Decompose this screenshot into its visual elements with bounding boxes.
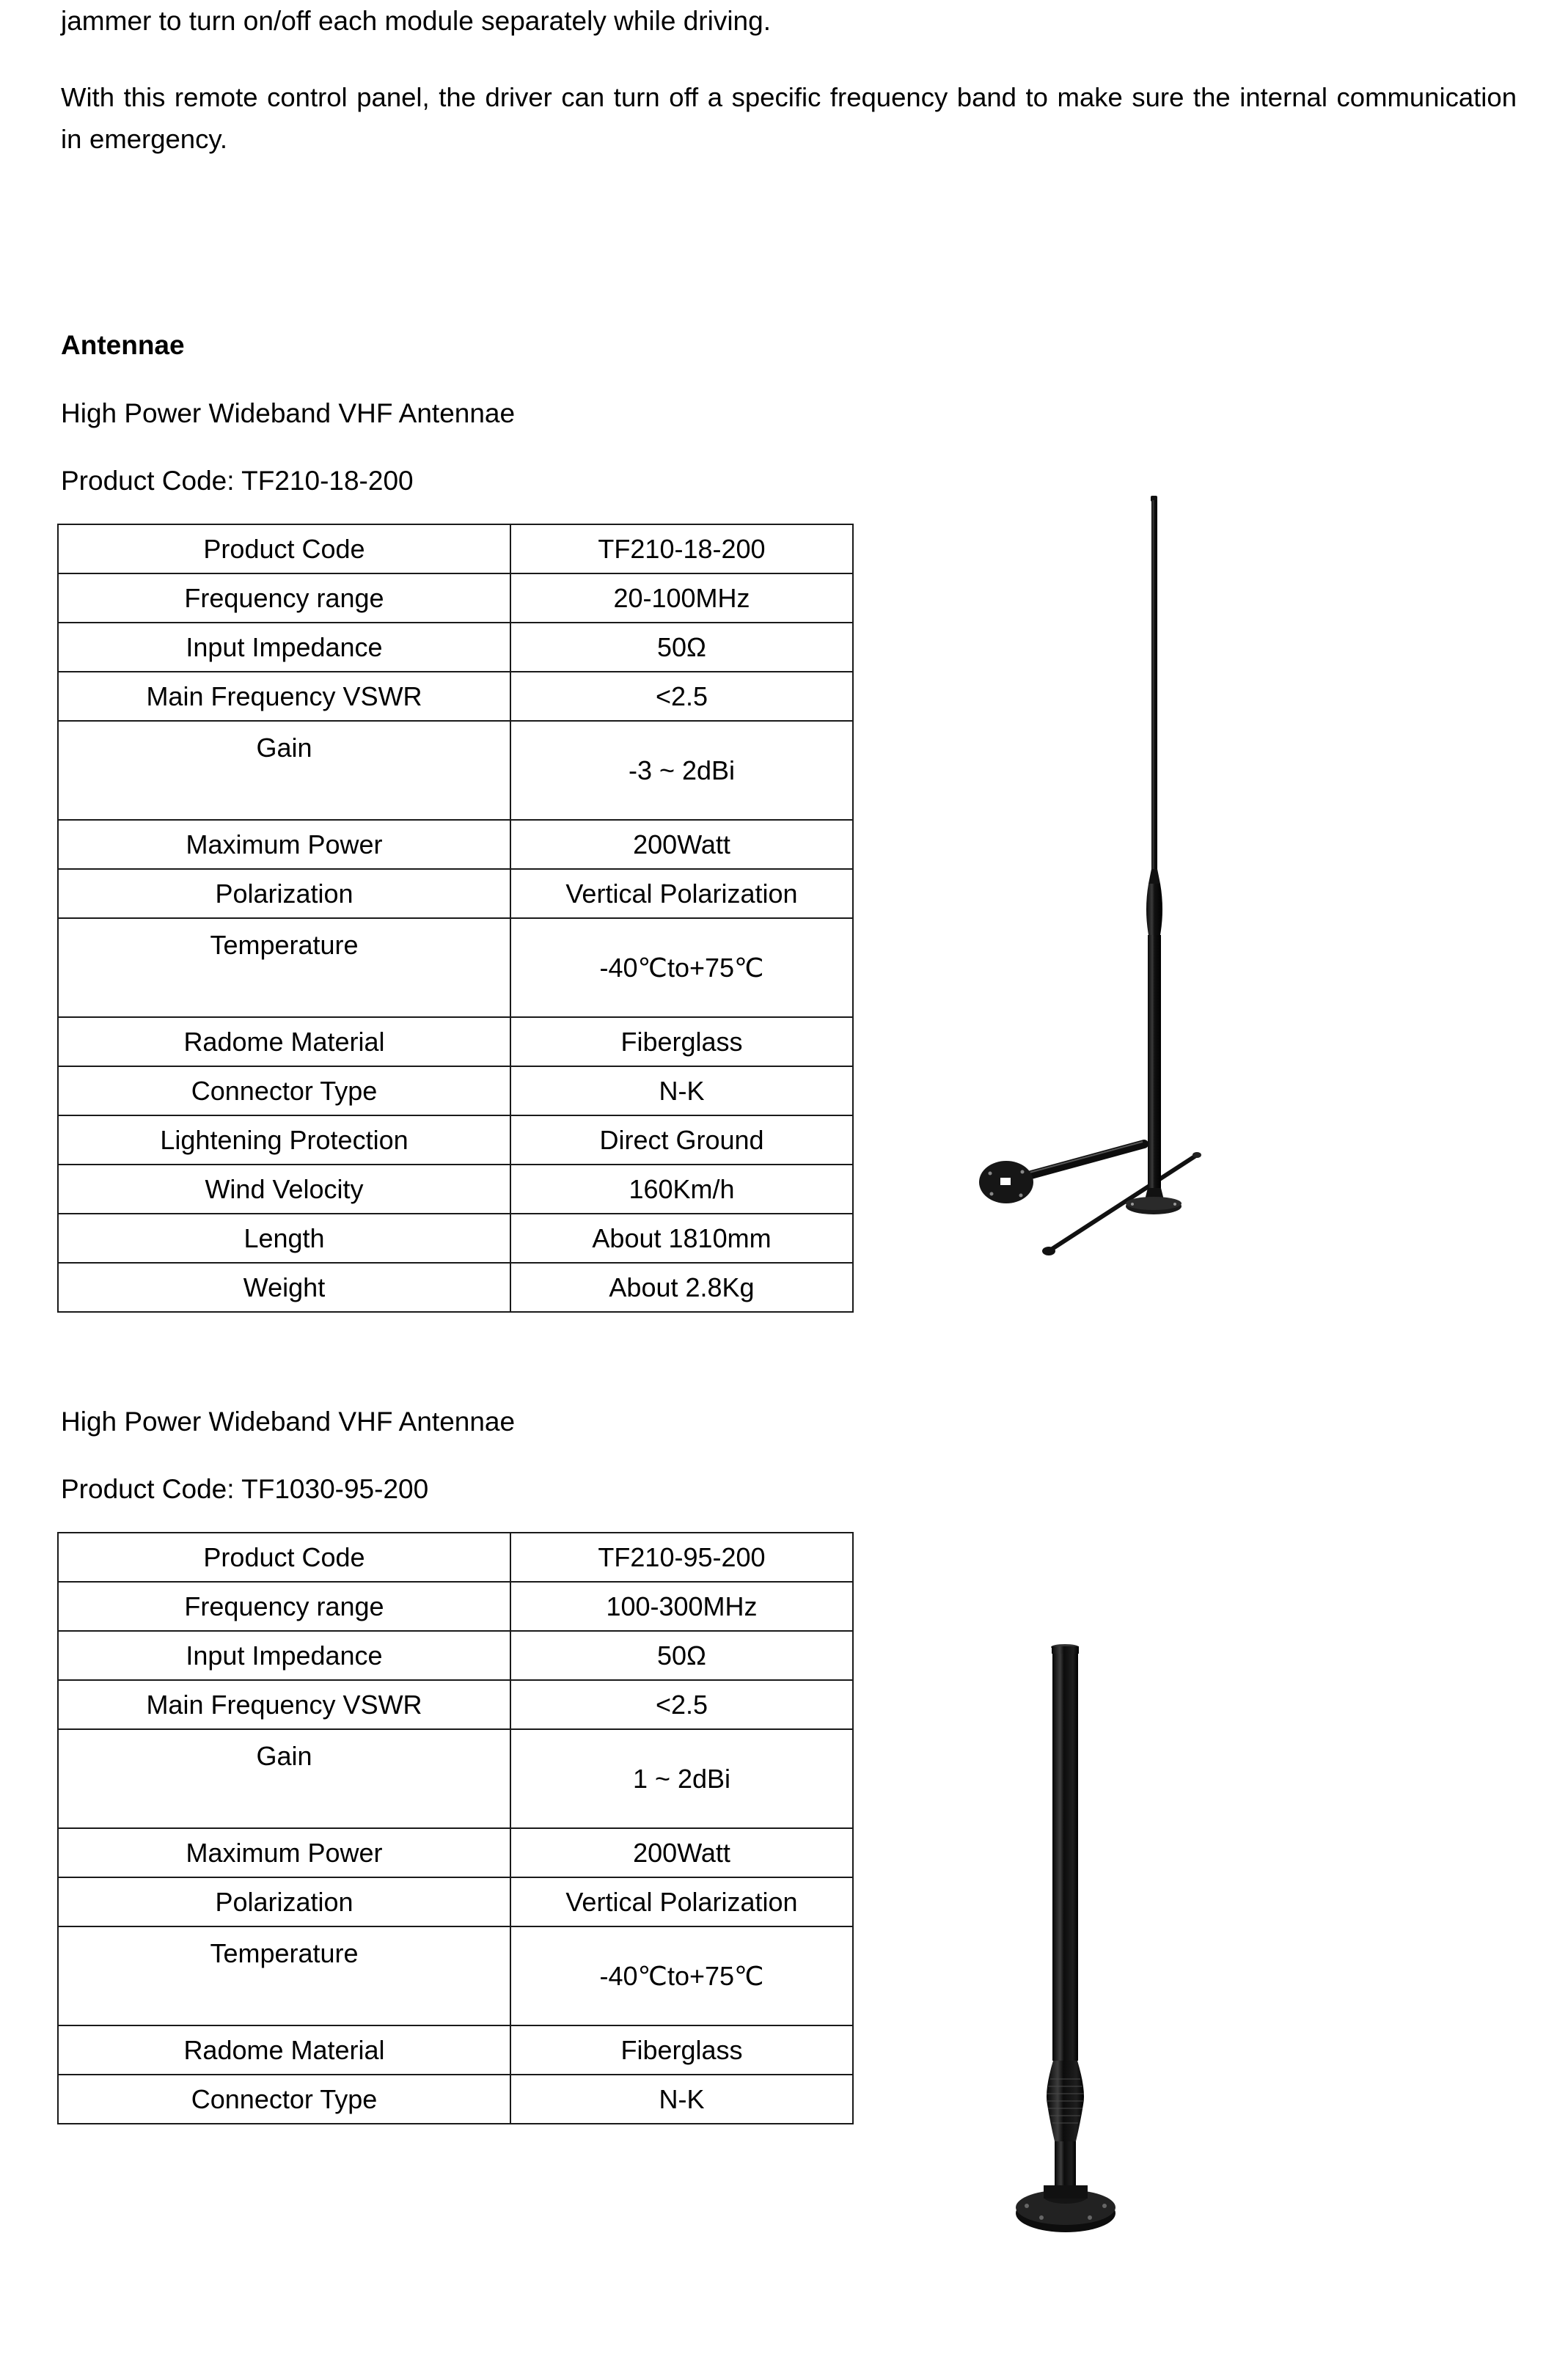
- spec-row: [58, 918, 853, 1017]
- spec-row: [58, 1680, 853, 1729]
- spec-row: [58, 1877, 853, 1926]
- spec-row: [58, 2025, 853, 2075]
- spec-row: [58, 1263, 853, 1312]
- spec-row: [58, 1926, 853, 2025]
- spec-label: Main Frequency VSWR: [58, 672, 510, 721]
- spec-label: Product Code: [58, 524, 510, 573]
- spec-row: [58, 2075, 853, 2124]
- spec-label: Weight: [58, 1263, 510, 1312]
- spec-row: [58, 623, 853, 672]
- product-1-title: High Power Wideband VHF Antennae: [61, 398, 516, 428]
- spec-row: [58, 1214, 853, 1263]
- spec-label: Input Impedance: [58, 623, 510, 672]
- spec-value: -40℃to+75℃: [510, 1926, 853, 2025]
- spec-label: Temperature: [58, 1926, 510, 2025]
- spec-value: N-K: [510, 1066, 853, 1115]
- intro-paragraph: With this remote control panel, the driver can turn off a specific frequency band to make sure the internal communication in emergency.: [61, 82, 1517, 154]
- spec-row: [58, 672, 853, 721]
- mounting-mast: [979, 1142, 1144, 1203]
- spec-label: Main Frequency VSWR: [58, 1680, 510, 1729]
- spec-label: Maximum Power: [58, 1828, 510, 1877]
- antenna-with-mounting-kit-image: [968, 491, 1217, 1261]
- spec-value: 100-300MHz: [510, 1582, 853, 1631]
- spec-row: [58, 721, 853, 820]
- spec-value: 50Ω: [510, 623, 853, 672]
- spec-value: 200Watt: [510, 1828, 853, 1877]
- spec-label: Wind Velocity: [58, 1165, 510, 1214]
- spec-value: <2.5: [510, 672, 853, 721]
- spec-label: Frequency range: [58, 1582, 510, 1631]
- spec-value: TF210-95-200: [510, 1533, 853, 1582]
- spec-value: TF210-18-200: [510, 524, 853, 573]
- spec-value: -40℃to+75℃: [510, 918, 853, 1017]
- spec-label: Input Impedance: [58, 1631, 510, 1680]
- spec-value: 20-100MHz: [510, 573, 853, 623]
- spec-label: Connector Type: [58, 2075, 510, 2124]
- spec-label: Connector Type: [58, 1066, 510, 1115]
- spec-value: <2.5: [510, 1680, 853, 1729]
- spec-row: [58, 524, 853, 573]
- spec-row: [58, 1729, 853, 1828]
- spec-row: [58, 1631, 853, 1680]
- section-heading: Antennae: [61, 330, 185, 360]
- spec-value: 50Ω: [510, 1631, 853, 1680]
- spec-value: Fiberglass: [510, 2025, 853, 2075]
- spec-row: [58, 1828, 853, 1877]
- spec-label: Maximum Power: [58, 820, 510, 869]
- spec-value: -3 ~ 2dBi: [510, 721, 853, 820]
- spec-row: [58, 1582, 853, 1631]
- spec-value: About 2.8Kg: [510, 1263, 853, 1312]
- spec-label: Frequency range: [58, 573, 510, 623]
- antenna-mast: [1126, 496, 1182, 1214]
- spec-value: 1 ~ 2dBi: [510, 1729, 853, 1828]
- product-2-spec-table: [57, 1532, 854, 2124]
- product-1-code-line: Product Code: TF210-18-200: [61, 466, 414, 496]
- spec-value: Direct Ground: [510, 1115, 853, 1165]
- intro-text-line: jammer to turn on/off each module separately while driving.: [61, 6, 771, 36]
- spec-row: [58, 1533, 853, 1582]
- spec-row: [58, 820, 853, 869]
- spec-label: Polarization: [58, 1877, 510, 1926]
- product-2-title: High Power Wideband VHF Antennae: [61, 1407, 516, 1437]
- spec-value: N-K: [510, 2075, 853, 2124]
- spec-label: Product Code: [58, 1533, 510, 1582]
- spec-value: 160Km/h: [510, 1165, 853, 1214]
- spec-value: Fiberglass: [510, 1017, 853, 1066]
- product-2-code-line: Product Code: TF1030-95-200: [61, 1474, 429, 1504]
- spec-label: Temperature: [58, 918, 510, 1017]
- spec-row: [58, 1066, 853, 1115]
- spec-value: 200Watt: [510, 820, 853, 869]
- spec-label: Radome Material: [58, 1017, 510, 1066]
- spec-label: Gain: [58, 721, 510, 820]
- product-1-spec-table: [57, 524, 854, 1313]
- spec-row: [58, 1017, 853, 1066]
- antenna-image: [1005, 1639, 1129, 2240]
- spec-value: Vertical Polarization: [510, 1877, 853, 1926]
- spec-row: [58, 1115, 853, 1165]
- spec-label: Radome Material: [58, 2025, 510, 2075]
- spec-value: Vertical Polarization: [510, 869, 853, 918]
- spec-label: Length: [58, 1214, 510, 1263]
- spec-label: Lightening Protection: [58, 1115, 510, 1165]
- spec-value: About 1810mm: [510, 1214, 853, 1263]
- spec-row: [58, 573, 853, 623]
- spec-row: [58, 1165, 853, 1214]
- spec-row: [58, 869, 853, 918]
- spec-label: Gain: [58, 1729, 510, 1828]
- spec-label: Polarization: [58, 869, 510, 918]
